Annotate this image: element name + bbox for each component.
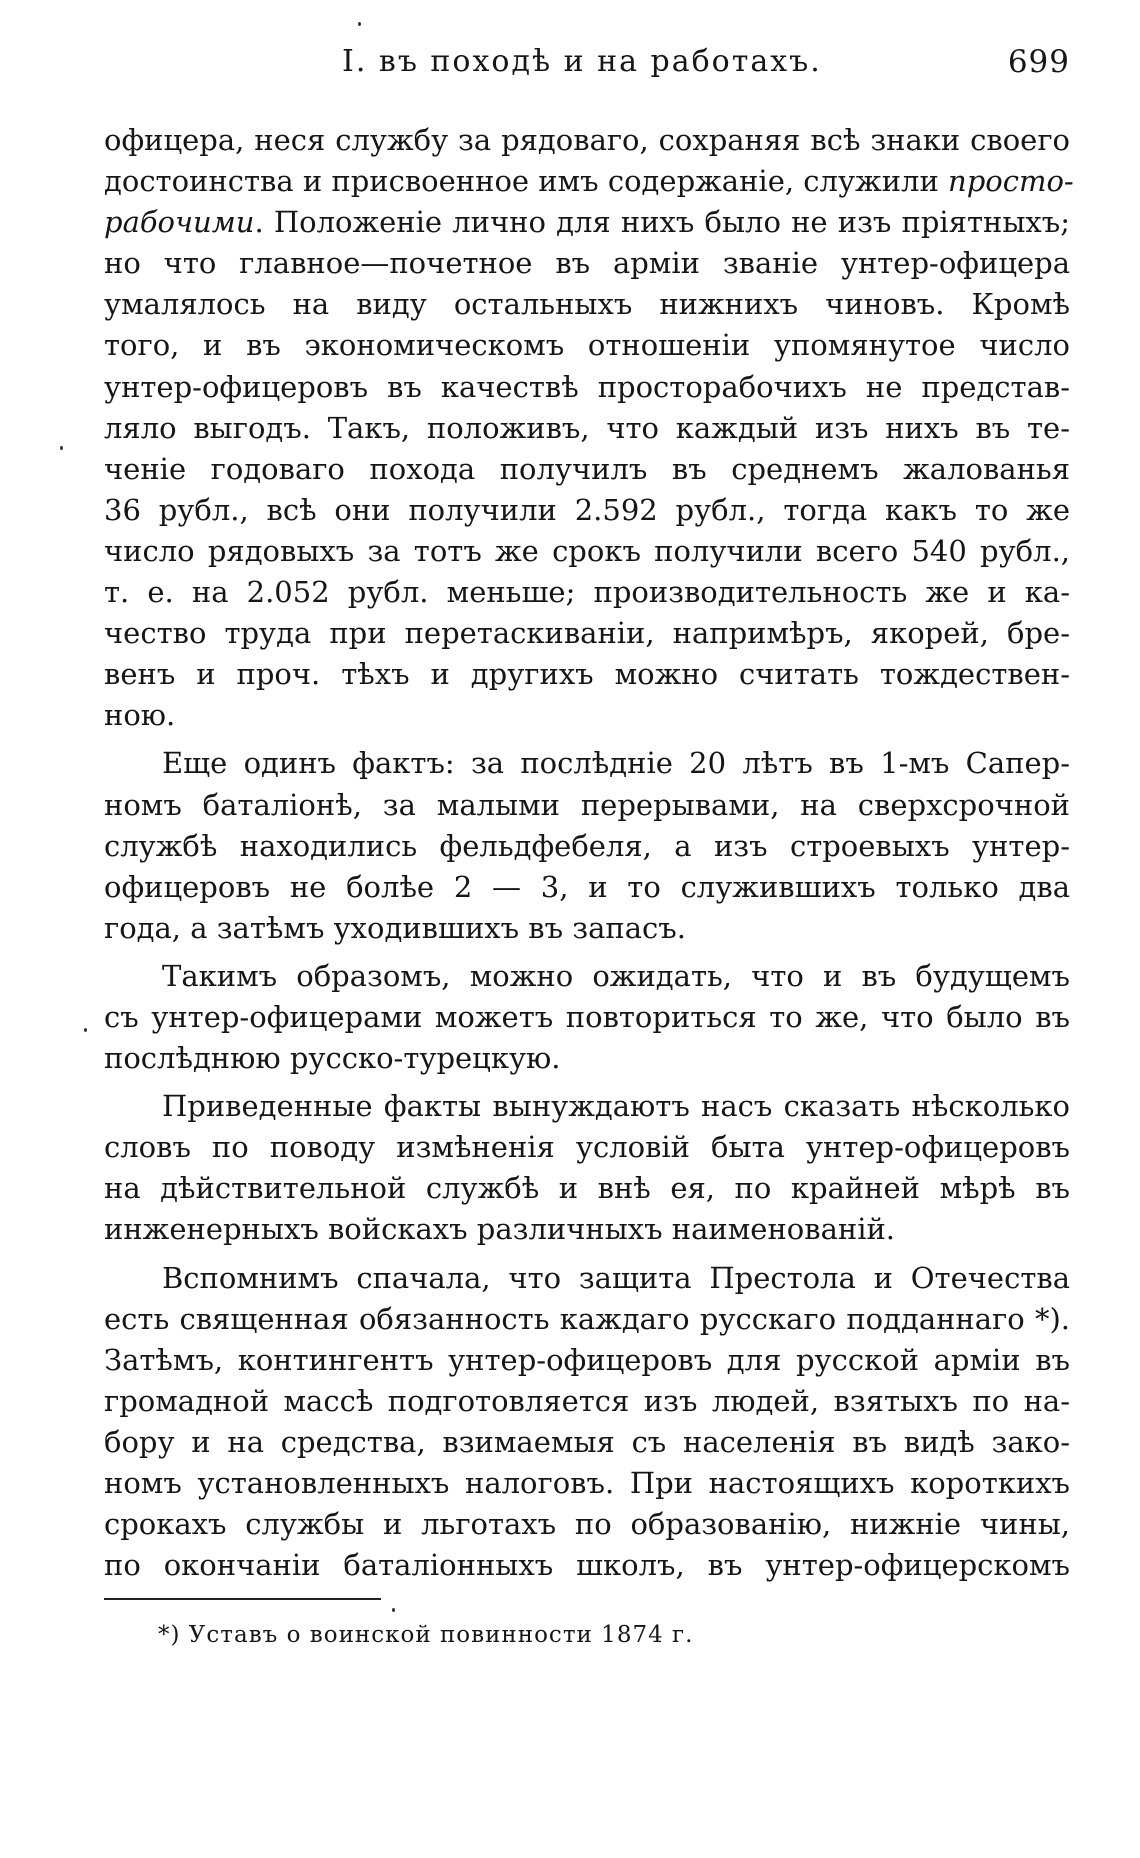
paragraph <box>104 1258 1070 1587</box>
italic-word: рабочими <box>104 205 255 240</box>
paragraph <box>104 956 1070 1079</box>
text-line: венъ и проч. тѣхъ и другихъ можно считать тождествен- <box>104 657 1070 692</box>
text-line: громадной массѣ подготовляется изъ людей, взятыхъ по на- <box>104 1383 1070 1418</box>
text-line: службѣ находились фельдфебеля, а изъ строевыхъ унтер- <box>104 828 1070 863</box>
text-line: того, и въ экономическомъ отношеніи упомянутое число <box>104 328 1070 363</box>
text-line: ляло выгодъ. Такъ, положивъ, что каждый изъ нихъ въ те- <box>104 410 1070 445</box>
page-number: 699 <box>1007 44 1070 80</box>
text-line: чество труда при перетаскиваніи, напримѣръ, якорей, бре- <box>104 616 1070 651</box>
text-line: Приведенные факты вынуждаютъ насъ сказать нѣсколько <box>162 1089 1070 1124</box>
text-line: на дѣйствительной службѣ и внѣ ея, по крайней мѣрѣ въ <box>104 1171 1070 1206</box>
text-line: унтер-офицеровъ въ качествѣ просторабочихъ не представ- <box>104 369 1070 404</box>
text-line: съ унтер-офицерами можетъ повториться то же, что было въ <box>104 999 1070 1034</box>
text-line: но что главное—почетное въ арміи званіе унтер-офицера <box>104 246 1070 281</box>
text-line: Вспомнимъ спачала, что защита Престола и Отечества <box>162 1260 1070 1295</box>
running-title: I. въ походѣ и на работахъ. <box>342 44 822 79</box>
text-line: номъ баталіонѣ, за малыми перерывами, на сверхсрочной <box>104 787 1070 822</box>
scan-speck <box>358 22 361 26</box>
footnote-divider <box>104 1598 381 1600</box>
text-line: рабочими. Положеніе лично для нихъ было не изъ пріятныхъ; <box>104 205 1070 240</box>
footnote: *) Уставъ о воинской повинности 1874 г. <box>158 1622 694 1648</box>
scan-speck <box>392 1608 395 1612</box>
text-line: Затѣмъ, контингентъ унтер-офицеровъ для русской арміи въ <box>104 1342 1070 1377</box>
text-line: т. е. на 2.052 рубл. меньше; производительность же и ка- <box>104 575 1070 610</box>
italic-word: просто- <box>948 164 1074 199</box>
text-line: Такимъ образомъ, можно ожидать, что и въ будущемъ <box>162 958 1070 993</box>
text-line: 36 рубл., всѣ они получили 2.592 рубл., тогда какъ то же <box>104 492 1070 527</box>
text-line: словъ по поводу измѣненія условій быта унтер-офицеровъ <box>104 1130 1070 1165</box>
paragraph <box>104 120 1074 736</box>
scan-speck <box>84 1028 87 1032</box>
paragraph <box>104 1086 1070 1250</box>
text-line: года, а затѣмъ уходившихъ въ запасъ. <box>104 910 686 945</box>
text-line: офицеровъ не болѣе 2 — 3, и то служившихъ только два <box>104 869 1070 904</box>
text-line: Еще одинъ фактъ: за послѣдніе 20 лѣтъ въ 1-мъ Сапер- <box>162 746 1070 781</box>
paragraph <box>104 743 1070 948</box>
body-text <box>104 120 1074 1586</box>
text-line: по окончаніи баталіонныхъ школъ, въ унтер-офицерскомъ <box>104 1548 1070 1583</box>
text-line: ченіе годоваго похода получилъ въ среднемъ жалованья <box>104 451 1070 486</box>
text-line: офицера, неся службу за рядоваго, сохраняя всѣ знаки своего <box>104 123 1070 157</box>
text-line: срокахъ службы и льготахъ по образованію, нижніе чины, <box>104 1507 1070 1542</box>
text-line: число рядовыхъ за тотъ же срокъ получили всего 540 рубл., <box>104 533 1070 568</box>
text-line: достоинства и присвоенное имъ содержаніе, служили просто- <box>104 164 1074 199</box>
scan-speck <box>60 446 63 450</box>
text-line: номъ установленныхъ налоговъ. При настоящихъ короткихъ <box>104 1466 1070 1500</box>
text-line: есть священная обязанность каждаго русскаго подданнаго *). <box>104 1301 1070 1336</box>
text-line: инженерныхъ войскахъ различныхъ наименованій. <box>104 1212 896 1247</box>
text-line: бору и на средства, взимаемыя съ населенія въ видѣ зако- <box>104 1424 1070 1459</box>
text-line: ною. <box>104 698 176 733</box>
text-line: умалялось на виду остальныхъ нижнихъ чиновъ. Кромѣ <box>104 287 1070 322</box>
text-line: послѣднюю русско-турецкую. <box>104 1041 561 1076</box>
running-head <box>104 44 1070 84</box>
